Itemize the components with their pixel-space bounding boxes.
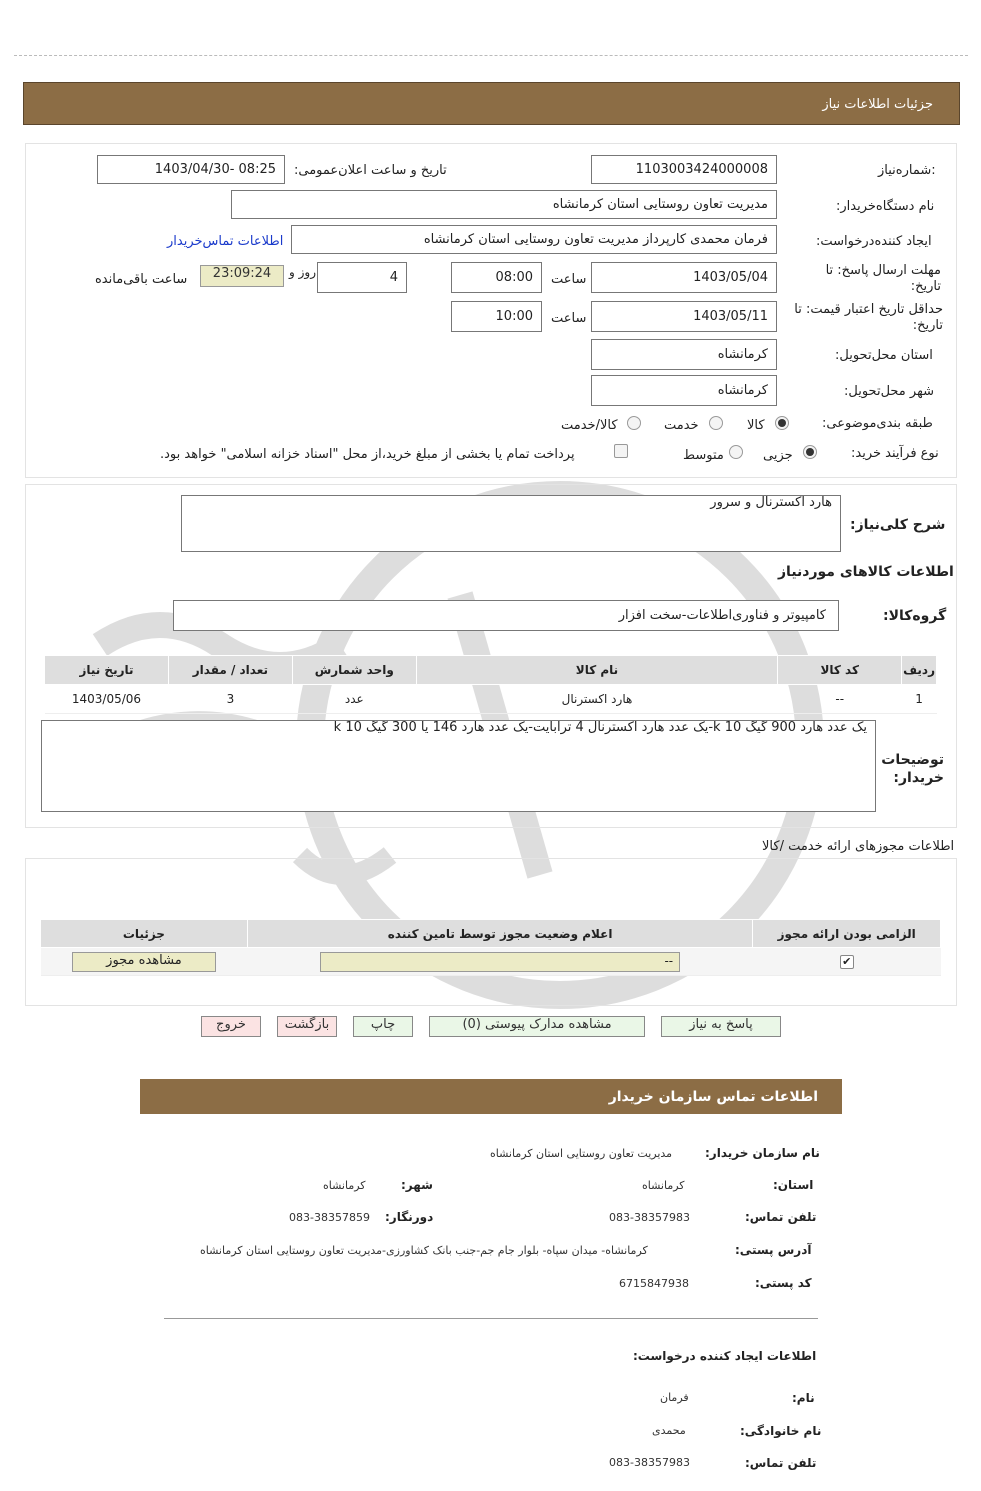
print-button[interactable]: چاپ (353, 1016, 413, 1037)
col-goods-code: کد کالا (778, 656, 902, 685)
contact-header-bar (140, 1079, 842, 1114)
contact-fax-label: دورنگار: (385, 1210, 434, 1224)
contact-header-title: اطلاعات تماس سازمان خریدار (608, 1089, 818, 1105)
contact-city-label: شهر: (401, 1178, 433, 1192)
creator-first-name-value: فرمان (660, 1391, 689, 1404)
category-both-label: کالا/خدمت (561, 418, 618, 433)
category-label: طبقه بندی‌موضوعی: (822, 416, 933, 431)
details-header-bar (23, 82, 960, 125)
category-service-radio[interactable] (709, 416, 723, 430)
buyer-org-label: نام دستگاه‌خریدار: (836, 199, 935, 214)
category-both-radio[interactable] (627, 416, 641, 430)
contact-city-value: کرمانشاه (323, 1179, 366, 1192)
deadline-time-field: 08:00 (451, 262, 542, 293)
goods-group-field: کامپیوتر و فناوری‌اطلاعات-سخت افزار (173, 600, 839, 631)
buyer-notes-text: یک عدد هارد 900 گیگ 10 k-یک عدد هارد اکسترنال 4 ترابایت-یک عدد هارد 146 یا 300 گیگ 10 k (41, 720, 876, 812)
deadline-time-label: ساعت (551, 272, 587, 287)
contact-province-value: کرمانشاه (642, 1179, 685, 1192)
announce-date-field: 1403/04/30- 08:25 (97, 155, 285, 184)
attachments-button[interactable]: مشاهده مدارک پیوستی (0) (429, 1016, 645, 1037)
top-divider (14, 55, 968, 56)
summary-text: هارد اکسترنال و سرور (181, 495, 841, 552)
category-service-label: خدمت (664, 418, 699, 433)
treasury-checkbox[interactable] (614, 444, 628, 458)
purchase-medium-radio[interactable] (729, 445, 743, 459)
goods-group-label: گروه‌کالا: (883, 608, 947, 624)
cell-need-date: 1403/05/06 (45, 685, 169, 714)
col-row-number: ردیف (902, 656, 937, 685)
deadline-date-field: 1403/05/04 (591, 262, 777, 293)
need-number-label: شماره‌نیاز: (878, 163, 936, 178)
view-permit-button[interactable]: مشاهده مجوز (72, 952, 216, 972)
countdown-timer: 23:09:24 (200, 265, 284, 287)
category-goods-label: کالا (747, 418, 765, 433)
permit-status-field[interactable]: -- (320, 952, 680, 972)
contact-fax-value: 083-38357859 (289, 1211, 370, 1224)
treasury-text: پرداخت تمام یا بخشی از مبلغ خرید،از محل "اسناد خزانه اسلامی" خواهد بود. (160, 447, 575, 462)
permits-table-header (41, 920, 941, 948)
category-goods-radio[interactable] (775, 416, 789, 430)
table-row (45, 685, 937, 714)
back-button[interactable]: بازگشت (277, 1016, 337, 1037)
deadline-label: مهلت ارسال پاسخ: تا تاریخ: (825, 263, 941, 294)
creator-phone-value: 083-38357983 (609, 1456, 690, 1469)
exit-button[interactable]: خروج (201, 1016, 261, 1037)
contact-divider (164, 1318, 818, 1319)
col-need-date: تاریخ نیاز (45, 656, 169, 685)
contact-address-label: آدرس پستی: (735, 1243, 812, 1257)
buyer-contact-link[interactable]: اطلاعات تماس‌خریدار (167, 234, 284, 249)
announce-date-label: تاریخ و ساعت اعلان‌عمومی: (294, 163, 447, 178)
cell-permit-status (247, 948, 753, 976)
creator-field: فرمان محمدی کارپرداز مدیریت تعاون روستایی استان کرمانشاه (291, 225, 777, 254)
col-goods-name: نام کالا (416, 656, 778, 685)
col-permit-details: جزئیات (41, 920, 248, 948)
validity-label: حداقل تاریخ اعتبار قیمت: تا تاریخ: (794, 302, 943, 333)
cell-goods-code: -- (778, 685, 902, 714)
col-quantity: تعداد / مقدار (168, 656, 292, 685)
creator-phone-label: تلفن تماس: (745, 1456, 817, 1470)
permits-title: اطلاعات مجوزهای ارائه خدمت /کالا (762, 839, 955, 854)
buyer-org-field: مدیریت تعاون روستایی استان کرمانشاه (231, 190, 777, 219)
details-header-title: جزئیات اطلاعات نیاز (822, 97, 933, 112)
permits-table (40, 919, 941, 976)
validity-date-field: 1403/05/11 (591, 301, 777, 332)
cell-permit-details (41, 948, 248, 976)
validity-time-label: ساعت (551, 311, 587, 326)
goods-info-title: اطلاعات کالاهای مورد‌نیاز (778, 564, 954, 580)
cell-quantity: 3 (168, 685, 292, 714)
col-unit: واحد شمارش (292, 656, 416, 685)
purchase-minor-label: جزیی (763, 448, 793, 463)
summary-label: شرح کلی‌نیاز: (850, 517, 946, 533)
province-label: استان محل‌تحویل: (835, 348, 933, 363)
goods-table (44, 655, 937, 714)
purchase-medium-label: متوسط (683, 448, 724, 463)
city-field: کرمانشاه (591, 375, 777, 406)
permit-required-checkbox[interactable]: ✔ (840, 955, 854, 969)
creator-info-title: اطلاعات ایجاد کننده درخواست: (633, 1349, 817, 1363)
days-remaining-field: 4 (317, 262, 407, 293)
city-label: شهر محل‌تحویل: (844, 384, 934, 399)
contact-phone-label: تلفن تماس: (745, 1210, 817, 1224)
goods-table-header (45, 656, 937, 685)
contact-postal-value: 6715847938 (619, 1277, 689, 1290)
contact-province-label: استان: (773, 1178, 814, 1192)
buyer-notes-label: توضیحات خریدار: (881, 752, 944, 786)
col-permit-required: الزامی بودن ارائه مجوز (753, 920, 941, 948)
contact-phone-value: 083-38357983 (609, 1211, 690, 1224)
table-row (41, 948, 941, 976)
province-field: کرمانشاه (591, 339, 777, 370)
contact-org-label: نام سازمان خریدار: (705, 1146, 820, 1160)
cell-permit-required (753, 948, 941, 976)
cell-row-number: 1 (902, 685, 937, 714)
col-permit-status: اعلام وضعیت مجوز توسط تامین کننده (247, 920, 753, 948)
reply-button[interactable]: پاسخ به نیاز (661, 1016, 781, 1037)
creator-label: ایجاد کننده‌درخواست: (816, 234, 932, 249)
creator-last-name-label: نام خانوادگی: (740, 1424, 822, 1438)
cell-unit: عدد (292, 685, 416, 714)
contact-postal-label: کد پستی: (755, 1276, 812, 1290)
purchase-type-label: نوع فرآیند خرید: (851, 446, 939, 461)
purchase-minor-radio[interactable] (803, 445, 817, 459)
remaining-label: ساعت باقی‌مانده (95, 272, 188, 287)
days-label: روز و (289, 265, 316, 279)
need-number-field: 1103003424000008 (591, 155, 777, 184)
contact-org-value: مدیریت تعاون روستایی استان کرمانشاه (490, 1147, 673, 1160)
contact-address-value: کرمانشاه- میدان سپاه- بلوار جام جم-جنب بانک کشاورزی-مدیریت تعاون روستایی استان کرمانشاه (200, 1244, 648, 1257)
creator-last-name-value: محمدی (652, 1424, 686, 1437)
validity-time-field: 10:00 (451, 301, 542, 332)
creator-first-name-label: نام: (792, 1391, 815, 1405)
cell-goods-name: هارد اکسترنال (416, 685, 778, 714)
